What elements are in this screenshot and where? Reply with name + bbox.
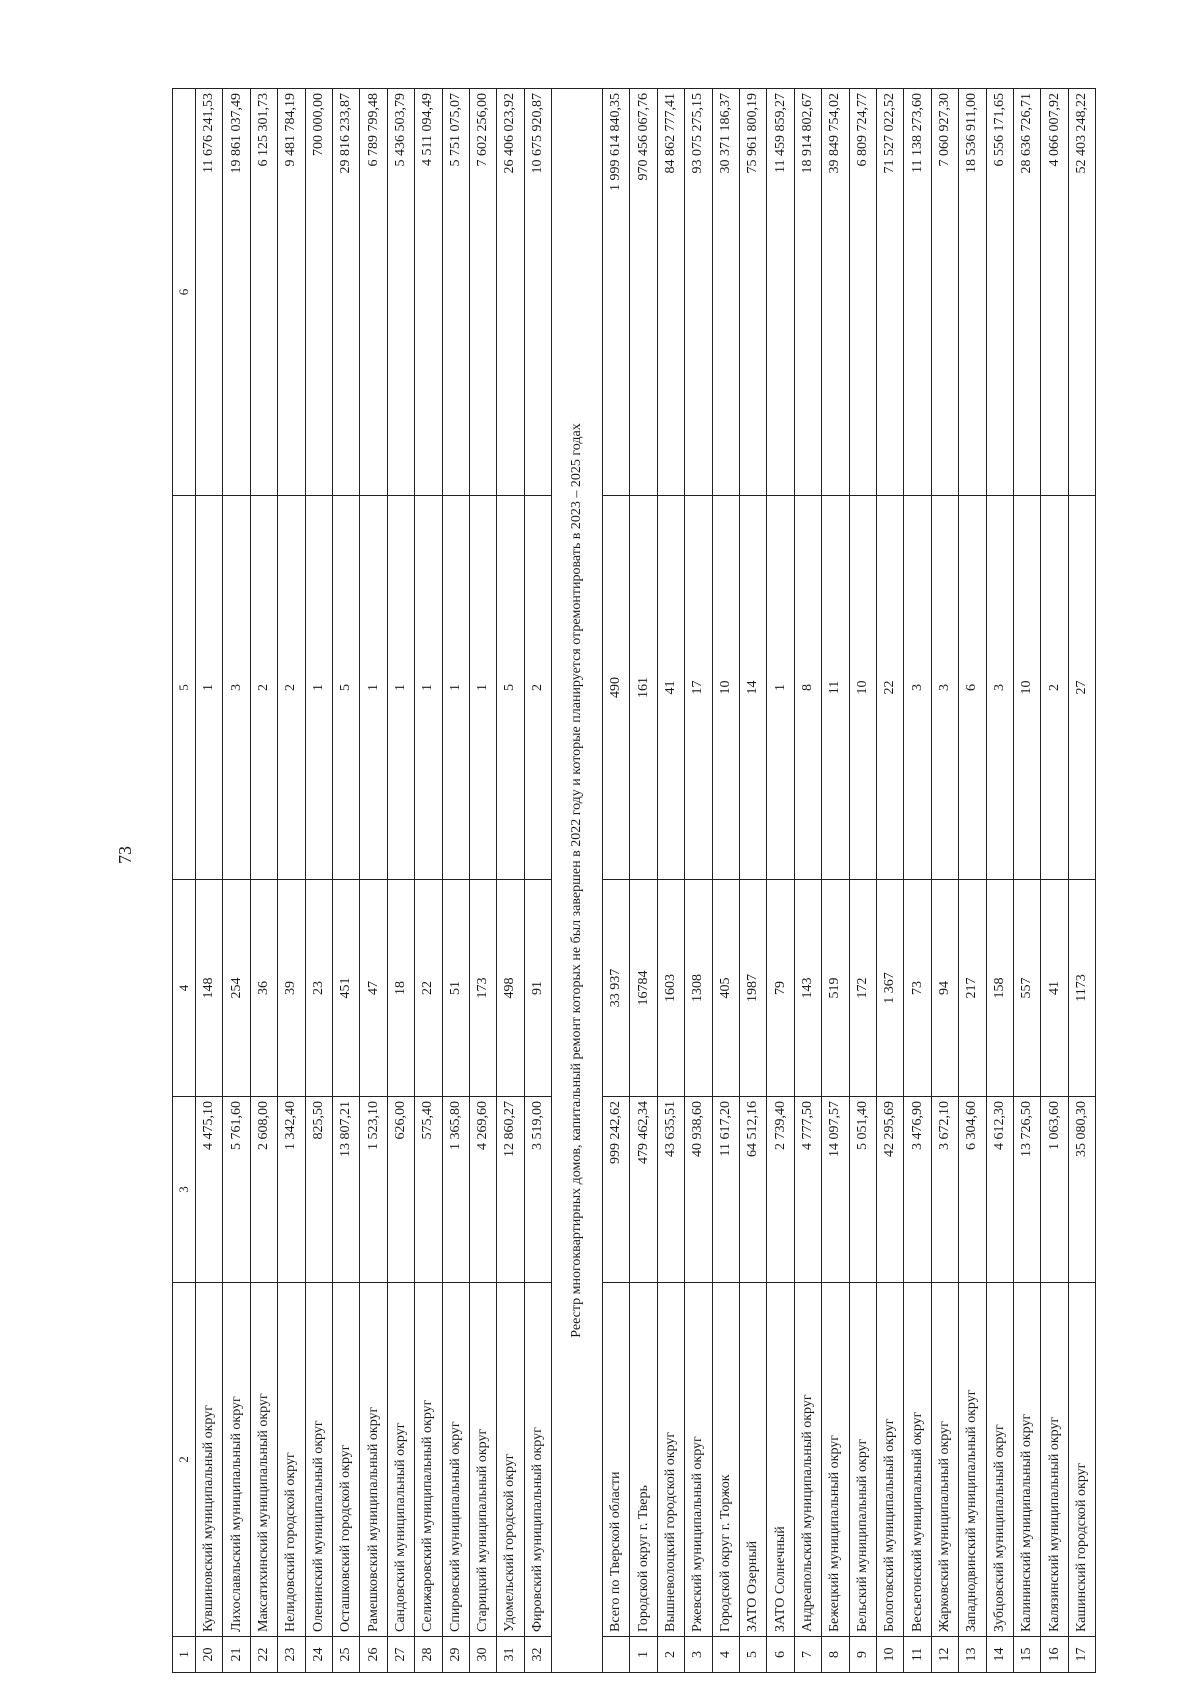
row-number-cell: 5 <box>740 1637 767 1673</box>
area-cell: 575,40 <box>415 1097 442 1283</box>
cost-cell: 10 675 920,87 <box>524 89 551 496</box>
residents-cell: 451 <box>332 880 359 1097</box>
municipality-name-cell: Максатихинский муниципальный округ <box>250 1283 277 1637</box>
cost-cell: 700 000,00 <box>305 89 332 496</box>
residents-cell: 51 <box>442 880 469 1097</box>
residents-cell: 79 <box>767 880 794 1097</box>
houses-count-cell: 161 <box>630 496 657 880</box>
municipality-name-cell: Спировский муниципальный округ <box>442 1283 469 1637</box>
cost-cell: 6 809 724,77 <box>849 89 876 496</box>
cost-cell: 18 536 911,00 <box>959 89 986 496</box>
area-cell: 6 304,60 <box>959 1097 986 1283</box>
table-row <box>415 89 442 1673</box>
houses-count-cell: 5 <box>497 496 524 880</box>
houses-count-cell: 2 <box>278 496 305 880</box>
houses-count-cell: 41 <box>657 496 684 880</box>
houses-count-cell: 5 <box>332 496 359 880</box>
cost-cell: 6 556 171,65 <box>986 89 1013 496</box>
area-cell: 1 523,10 <box>360 1097 387 1283</box>
rotated-table-container <box>172 89 1089 1673</box>
cost-cell: 93 075 275,15 <box>685 89 712 496</box>
table-row <box>1068 89 1095 1673</box>
table-row <box>630 89 657 1673</box>
column-number-cell: 2 <box>173 1283 196 1637</box>
area-cell: 479 462,34 <box>630 1097 657 1283</box>
table-row <box>603 89 630 1673</box>
row-number-cell: 13 <box>959 1637 986 1673</box>
table-row <box>959 89 986 1673</box>
residents-cell: 1987 <box>740 880 767 1097</box>
area-cell: 13 726,50 <box>1013 1097 1040 1283</box>
residents-cell: 143 <box>794 880 821 1097</box>
houses-count-cell: 1 <box>196 496 223 880</box>
cost-cell: 30 371 186,37 <box>712 89 739 496</box>
houses-count-cell: 1 <box>387 496 414 880</box>
residents-cell: 158 <box>986 880 1013 1097</box>
residents-cell: 254 <box>223 880 250 1097</box>
cost-cell: 4 511 094,49 <box>415 89 442 496</box>
houses-count-cell: 1 <box>305 496 332 880</box>
row-number-cell: 16 <box>1041 1637 1068 1673</box>
table-row <box>196 89 223 1673</box>
area-cell: 13 807,21 <box>332 1097 359 1283</box>
houses-count-cell: 10 <box>712 496 739 880</box>
municipality-name-cell: Ржевский муниципальный округ <box>685 1283 712 1637</box>
houses-count-cell: 10 <box>1013 496 1040 880</box>
residents-cell: 33 937 <box>603 880 630 1097</box>
municipality-name-cell: Городской округ г. Тверь <box>630 1283 657 1637</box>
area-cell: 4 269,60 <box>469 1097 496 1283</box>
area-cell: 1 063,60 <box>1041 1097 1068 1283</box>
row-number-cell: 22 <box>250 1637 277 1673</box>
houses-count-cell: 3 <box>931 496 958 880</box>
column-number-cell: 1 <box>173 1637 196 1673</box>
houses-count-cell: 2 <box>250 496 277 880</box>
cost-cell: 39 849 754,02 <box>822 89 849 496</box>
houses-count-cell: 2 <box>524 496 551 880</box>
houses-count-cell: 1 <box>360 496 387 880</box>
row-number-cell: 15 <box>1013 1637 1040 1673</box>
cost-cell: 6 789 799,48 <box>360 89 387 496</box>
residents-cell: 498 <box>497 880 524 1097</box>
residents-cell: 16784 <box>630 880 657 1097</box>
table-row <box>904 89 931 1673</box>
residents-cell: 405 <box>712 880 739 1097</box>
municipality-name-cell: ЗАТО Солнечный <box>767 1283 794 1637</box>
registry-table-area <box>172 89 1089 1673</box>
table-row <box>387 89 414 1673</box>
residents-cell: 47 <box>360 880 387 1097</box>
cost-cell: 9 481 784,19 <box>278 89 305 496</box>
area-cell: 4 612,30 <box>986 1097 1013 1283</box>
table-row <box>740 89 767 1673</box>
residents-cell: 148 <box>196 880 223 1097</box>
table-row <box>1041 89 1068 1673</box>
houses-count-cell: 3 <box>986 496 1013 880</box>
residents-cell: 1308 <box>685 880 712 1097</box>
row-number-cell: 25 <box>332 1637 359 1673</box>
column-number-cell: 5 <box>173 496 196 880</box>
municipality-name-cell: Фировский муниципальный округ <box>524 1283 551 1637</box>
row-number-cell: 23 <box>278 1637 305 1673</box>
cost-cell: 11 459 859,27 <box>767 89 794 496</box>
area-cell: 5 761,60 <box>223 1097 250 1283</box>
municipality-name-cell: Лихославльский муниципальный округ <box>223 1283 250 1637</box>
column-number-cell: 4 <box>173 880 196 1097</box>
table-row <box>712 89 739 1673</box>
houses-count-cell: 3 <box>904 496 931 880</box>
row-number-cell: 12 <box>931 1637 958 1673</box>
residents-cell: 172 <box>849 880 876 1097</box>
table-row <box>876 89 903 1673</box>
area-cell: 4 475,10 <box>196 1097 223 1283</box>
area-cell: 2 739,40 <box>767 1097 794 1283</box>
cost-cell: 19 861 037,49 <box>223 89 250 496</box>
cost-cell: 52 403 248,22 <box>1068 89 1095 496</box>
cost-cell: 11 676 241,53 <box>196 89 223 496</box>
area-cell: 4 777,50 <box>794 1097 821 1283</box>
municipality-name-cell: Вышневолоцкий городской округ <box>657 1283 684 1637</box>
table-row <box>524 89 551 1673</box>
table-row <box>849 89 876 1673</box>
section-title: Реестр многоквартирных домов, капитальный ремонт которых не был завершен в 2022 году и которые планируется отремонтировать в 2023 – 2025 годах <box>552 89 603 1673</box>
table-row <box>360 89 387 1673</box>
row-number-cell: 20 <box>196 1637 223 1673</box>
row-number-cell: 32 <box>524 1637 551 1673</box>
residents-cell: 217 <box>959 880 986 1097</box>
row-number-cell: 7 <box>794 1637 821 1673</box>
row-number-cell: 30 <box>469 1637 496 1673</box>
municipality-name-cell: Бежецкий муниципальный округ <box>822 1283 849 1637</box>
cost-cell: 1 999 614 840,35 <box>603 89 630 496</box>
table-row <box>767 89 794 1673</box>
area-cell: 5 051,40 <box>849 1097 876 1283</box>
municipality-name-cell: Рамешковский муниципальный округ <box>360 1283 387 1637</box>
registry-table-body <box>173 89 1096 1673</box>
table-row <box>497 89 524 1673</box>
cost-cell: 970 456 067,76 <box>630 89 657 496</box>
row-number-cell: 14 <box>986 1637 1013 1673</box>
residents-cell: 41 <box>1041 880 1068 1097</box>
houses-count-cell: 27 <box>1068 496 1095 880</box>
municipality-name-cell: Селижаровский муниципальный округ <box>415 1283 442 1637</box>
houses-count-cell: 490 <box>603 496 630 880</box>
column-number-cell: 3 <box>173 1097 196 1283</box>
area-cell: 43 635,51 <box>657 1097 684 1283</box>
residents-cell: 39 <box>278 880 305 1097</box>
municipality-name-cell: Кувшиновский муниципальный округ <box>196 1283 223 1637</box>
municipality-name-cell: Весьегонский муниципальный округ <box>904 1283 931 1637</box>
municipality-name-cell: Нелидовский городской округ <box>278 1283 305 1637</box>
cost-cell: 84 862 777,41 <box>657 89 684 496</box>
residents-cell: 1603 <box>657 880 684 1097</box>
row-number-cell: 10 <box>876 1637 903 1673</box>
registry-table <box>172 88 1096 1673</box>
row-number-cell: 28 <box>415 1637 442 1673</box>
residents-cell: 22 <box>415 880 442 1097</box>
municipality-name-cell: Бельский муниципальный округ <box>849 1283 876 1637</box>
area-cell: 2 608,00 <box>250 1097 277 1283</box>
municipality-name-cell: Бологовский муниципальный округ <box>876 1283 903 1637</box>
area-cell: 1 365,80 <box>442 1097 469 1283</box>
municipality-name-cell: Городской округ г. Торжок <box>712 1283 739 1637</box>
residents-cell: 91 <box>524 880 551 1097</box>
residents-cell: 173 <box>469 880 496 1097</box>
row-number-cell: 27 <box>387 1637 414 1673</box>
table-row <box>986 89 1013 1673</box>
houses-count-cell: 11 <box>822 496 849 880</box>
cost-cell: 7 060 927,30 <box>931 89 958 496</box>
houses-count-cell: 10 <box>849 496 876 880</box>
residents-cell: 557 <box>1013 880 1040 1097</box>
table-row <box>1013 89 1040 1673</box>
table-row <box>442 89 469 1673</box>
table-row <box>250 89 277 1673</box>
municipality-name-cell: Всего по Тверской области <box>603 1283 630 1637</box>
page-number: 73 <box>115 846 135 864</box>
municipality-name-cell: Калязинский муниципальный округ <box>1041 1283 1068 1637</box>
municipality-name-cell: Андреапольский муниципальный округ <box>794 1283 821 1637</box>
cost-cell: 18 914 802,67 <box>794 89 821 496</box>
residents-cell: 94 <box>931 880 958 1097</box>
municipality-name-cell: Старицкий муниципальный округ <box>469 1283 496 1637</box>
houses-count-cell: 3 <box>223 496 250 880</box>
area-cell: 3 672,10 <box>931 1097 958 1283</box>
row-number-cell: 26 <box>360 1637 387 1673</box>
table-row <box>931 89 958 1673</box>
residents-cell: 73 <box>904 880 931 1097</box>
row-number-cell: 4 <box>712 1637 739 1673</box>
area-cell: 1 342,40 <box>278 1097 305 1283</box>
municipality-name-cell: Удомельский городской округ <box>497 1283 524 1637</box>
residents-cell: 1173 <box>1068 880 1095 1097</box>
row-number-cell: 3 <box>685 1637 712 1673</box>
cost-cell: 29 816 233,87 <box>332 89 359 496</box>
houses-count-cell: 1 <box>767 496 794 880</box>
area-cell: 42 295,69 <box>876 1097 903 1283</box>
row-number-cell: 31 <box>497 1637 524 1673</box>
area-cell: 64 512,16 <box>740 1097 767 1283</box>
row-number-cell: 17 <box>1068 1637 1095 1673</box>
cost-cell: 75 961 800,19 <box>740 89 767 496</box>
municipality-name-cell: Западнодвинский муниципальный округ <box>959 1283 986 1637</box>
municipality-name-cell: Жарковский муниципальный округ <box>931 1283 958 1637</box>
row-number-cell: 11 <box>904 1637 931 1673</box>
municipality-name-cell: ЗАТО Озерный <box>740 1283 767 1637</box>
houses-count-cell: 1 <box>469 496 496 880</box>
row-number-cell: 8 <box>822 1637 849 1673</box>
houses-count-cell: 2 <box>1041 496 1068 880</box>
area-cell: 14 097,57 <box>822 1097 849 1283</box>
residents-cell: 36 <box>250 880 277 1097</box>
area-cell: 825,50 <box>305 1097 332 1283</box>
houses-count-cell: 17 <box>685 496 712 880</box>
table-row <box>278 89 305 1673</box>
table-row <box>685 89 712 1673</box>
residents-cell: 18 <box>387 880 414 1097</box>
houses-count-cell: 8 <box>794 496 821 880</box>
cost-cell: 4 066 007,92 <box>1041 89 1068 496</box>
row-number-cell: 6 <box>767 1637 794 1673</box>
residents-cell: 519 <box>822 880 849 1097</box>
cost-cell: 6 125 301,73 <box>250 89 277 496</box>
table-row <box>223 89 250 1673</box>
area-cell: 11 617,20 <box>712 1097 739 1283</box>
houses-count-cell: 1 <box>415 496 442 880</box>
column-number-row <box>173 89 196 1673</box>
area-cell: 3 519,00 <box>524 1097 551 1283</box>
section-title-row <box>552 89 603 1673</box>
table-row <box>657 89 684 1673</box>
row-number-cell: 21 <box>223 1637 250 1673</box>
area-cell: 999 242,62 <box>603 1097 630 1283</box>
table-row <box>469 89 496 1673</box>
cost-cell: 28 636 726,71 <box>1013 89 1040 496</box>
municipality-name-cell: Калининский муниципальный округ <box>1013 1283 1040 1637</box>
area-cell: 626,00 <box>387 1097 414 1283</box>
row-number-cell: 1 <box>630 1637 657 1673</box>
cost-cell: 71 527 022,52 <box>876 89 903 496</box>
table-row <box>332 89 359 1673</box>
row-number-cell: 9 <box>849 1637 876 1673</box>
houses-count-cell: 6 <box>959 496 986 880</box>
cost-cell: 5 751 075,07 <box>442 89 469 496</box>
houses-count-cell: 14 <box>740 496 767 880</box>
residents-cell: 23 <box>305 880 332 1097</box>
table-row <box>794 89 821 1673</box>
houses-count-cell: 22 <box>876 496 903 880</box>
municipality-name-cell: Осташковский городской округ <box>332 1283 359 1637</box>
municipality-name-cell: Зубцовский муниципальный округ <box>986 1283 1013 1637</box>
cost-cell: 26 406 023,92 <box>497 89 524 496</box>
row-number-cell: 2 <box>657 1637 684 1673</box>
cost-cell: 11 138 273,60 <box>904 89 931 496</box>
cost-cell: 5 436 503,79 <box>387 89 414 496</box>
area-cell: 12 860,27 <box>497 1097 524 1283</box>
municipality-name-cell: Оленинский муниципальный округ <box>305 1283 332 1637</box>
area-cell: 35 080,30 <box>1068 1097 1095 1283</box>
municipality-name-cell: Сандовский муниципальный округ <box>387 1283 414 1637</box>
cost-cell: 7 602 256,00 <box>469 89 496 496</box>
area-cell: 40 938,60 <box>685 1097 712 1283</box>
row-number-cell <box>603 1637 630 1673</box>
municipality-name-cell: Кашинский городской округ <box>1068 1283 1095 1637</box>
row-number-cell: 24 <box>305 1637 332 1673</box>
table-row <box>822 89 849 1673</box>
area-cell: 3 476,90 <box>904 1097 931 1283</box>
column-number-cell: 6 <box>173 89 196 496</box>
houses-count-cell: 1 <box>442 496 469 880</box>
row-number-cell: 29 <box>442 1637 469 1673</box>
residents-cell: 1 367 <box>876 880 903 1097</box>
table-row <box>305 89 332 1673</box>
